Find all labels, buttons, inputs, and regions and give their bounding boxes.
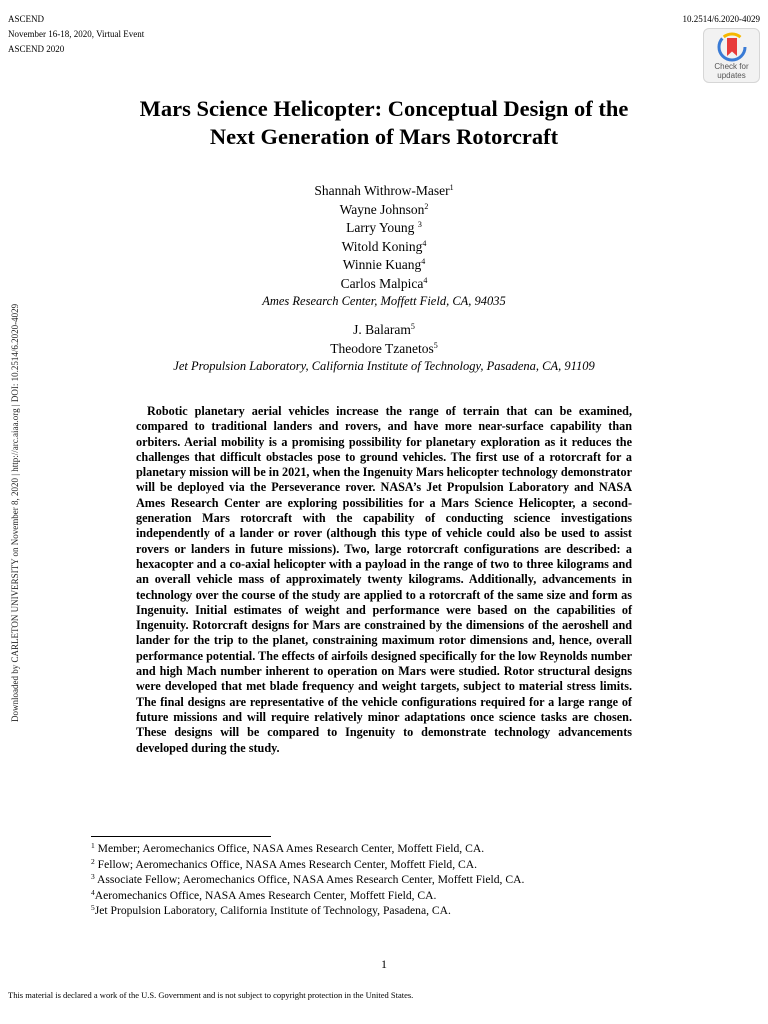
footnote: $^4$Aeromechanics Office, NASA Ames Research Center, Moffett Field, CA. (91, 887, 437, 902)
conference-header (8, 12, 144, 57)
download-sidebar: Downloaded by CARLETON UNIVERSITY on November 8, 2020 | http://arc.aiaa.org | DOI: 10.2514/6.2020-4029 (10, 303, 20, 722)
check-for-updates-button[interactable] (703, 28, 760, 83)
conference-event: ASCEND 2020 (8, 44, 65, 54)
footnote: $^1$ Member; Aeromechanics Office, NASA Ames Research Center, Moffett Field, CA. (91, 841, 485, 855)
copyright-note: This material is declared a work of the U.S. Government and is not subject to copyright protection in the United States. (8, 990, 414, 1000)
author: Shannah Withrow-Maser$^1$ (314, 183, 454, 198)
author-block-ames (84, 182, 684, 309)
badge-line2: updates (717, 71, 746, 80)
author: Carlos Malpica$^4$ (340, 275, 428, 291)
author-block-jpl (84, 321, 684, 374)
affiliation-ames: Ames Research Center, Moffett Field, CA, 94035 (262, 294, 506, 308)
bookmark-ribbon-icon (717, 32, 747, 62)
page-number: 1 (381, 957, 387, 971)
conference-date: November 16-18, 2020, Virtual Event (8, 29, 145, 39)
paper-title (60, 95, 708, 151)
abstract-text: Robotic planetary aerial vehicles increase the range of terrain that can be examined, compared to traditional landers and rovers, and have more near-surface capability than orbiters. Aerial mobility is a promising possibility for planetary exploration as it reduces the challenges that difficult obstacles pose to ground vehicles. The first use of a rotorcraft for a planetary mission will be in 2021, when the Ingenuity Mars helicopter technology demonstrator will be deployed via the Perseverance rover. NASA’s Jet Propulsion Laboratory and NASA Ames Research Center are exploring possibilities for a Mars Science Helicopter, a second-generation Mars rotorcraft with the capability of conducting science investigations independently of a lander or rover (although this type of vehicle could also be used to assist rovers or landers in future missions). Two, large rotorcraft configurations are described: a hexacopter and a co-axial helicopter with a payload in the range of two to three kilograms and an overall vehicle mass of approximately twenty kilograms. Additionally, advancements in technology over the course of the study are applied to a rotorcraft of the same size and form as Ingenuity. Initial estimates of weight and performance were based on the capabilities of Ingenuity. Rotorcraft designs for Mars are constrained by the dimensions of the aeroshell and lander for the trip to the planet, constraining maximum rotor dimensions and, hence, overall performance potential. The effects of airfoils designed specifically for the low Reynolds number and high Mach number inherent to operation on Mars were studied. Rotor structural designs were developed that met blade frequency and weight targets, subject to material stress limits. The final designs are representative of the vehicle configurations required for a large range of future missions and will require relatively minor adaptations once science tasks are chosen. These designs will be compared to Ingenuity to demonstrate technology advancements developed during the study. (136, 404, 632, 755)
author: Wayne Johnson$^2$ (339, 201, 429, 217)
author: J. Balaram$^5$ (353, 322, 415, 337)
affiliation-jpl: Jet Propulsion Laboratory, California Institute of Technology, Pasadena, CA, 91109 (173, 359, 595, 373)
author: Witold Koning$^4$ (341, 238, 427, 254)
title-line-1: Mars Science Helicopter: Conceptual Design of the (139, 96, 629, 121)
badge-line1: Check for (714, 62, 749, 71)
footnote: $^5$Jet Propulsion Laboratory, California Institute of Technology, Pasadena, CA. (91, 903, 451, 917)
author: Theodore Tzanetos$^5$ (330, 340, 438, 356)
author: Winnie Kuang$^4$ (342, 257, 426, 272)
title-line-2: Next Generation of Mars Rotorcraft (209, 124, 559, 149)
footnote: $^3$ Associate Fellow; Aeromechanics Office, NASA Ames Research Center, Moffett Field, CA. (91, 872, 525, 886)
author: Larry Young $^3$ (346, 220, 422, 235)
footnote-divider (91, 836, 271, 837)
doi-label: 10.2514/6.2020-4029 (682, 14, 760, 24)
footnotes (91, 841, 524, 919)
footnote: $^2$ Fellow; Aeromechanics Office, NASA Ames Research Center, Moffett Field, CA. (91, 856, 478, 871)
conference-name: ASCEND (8, 14, 45, 24)
